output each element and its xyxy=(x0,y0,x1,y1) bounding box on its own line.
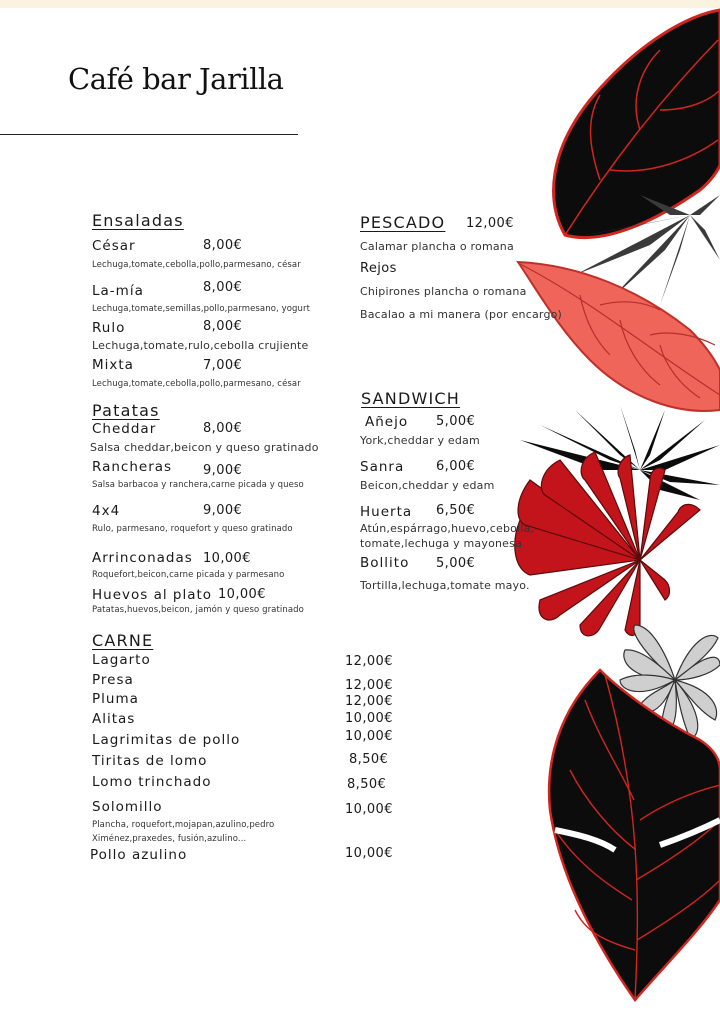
ensaladas-item-price: 7,00€ xyxy=(203,358,243,373)
sandwich-heading: SANDWICH xyxy=(361,389,461,408)
sandwich-item-desc: Tortilla,lechuga,tomate mayo. xyxy=(360,579,530,592)
ensaladas-heading: Ensaladas xyxy=(92,211,184,230)
pescado-item: Chipirones plancha o romana xyxy=(360,285,527,298)
ensaladas-item-desc: Lechuga,tomate,semillas,pollo,parmesano, yogurt xyxy=(92,304,311,314)
ensaladas-item-name: Mixta xyxy=(92,357,134,373)
carne-item-price: 8,50€ xyxy=(349,752,389,767)
carne-item-price: 12,00€ xyxy=(345,654,393,669)
carne-item-price: 12,00€ xyxy=(345,678,393,693)
title-divider xyxy=(0,134,298,135)
patatas-item-name: Huevos al plato xyxy=(92,587,213,603)
patatas-item-price: 9,00€ xyxy=(203,463,243,478)
sandwich-item-price: 6,00€ xyxy=(436,459,476,474)
carne-item-price: 12,00€ xyxy=(345,694,393,709)
patatas-item-desc: Patatas,huevos,beicon, jamón y queso gratinado xyxy=(92,605,304,615)
patatas-item-desc: Rulo, parmesano, roquefort y queso gratinado xyxy=(92,524,293,534)
patatas-heading: Patatas xyxy=(92,401,160,420)
salmon-leaf xyxy=(518,262,720,411)
pescado-item: Calamar plancha o romana xyxy=(360,240,514,253)
carne-item-name: Solomillo xyxy=(92,799,163,815)
patatas-item-price: 10,00€ xyxy=(218,587,266,602)
carne-item-name: Lomo trinchado xyxy=(92,774,212,790)
patatas-item-price: 8,00€ xyxy=(203,421,243,436)
patatas-item-price: 10,00€ xyxy=(203,551,251,566)
solomillo-desc: Ximénez,praxedes, fusión,azulino... xyxy=(92,834,247,844)
carne-item-price: 10,00€ xyxy=(345,711,393,726)
patatas-item-name: 4x4 xyxy=(92,503,121,519)
ensaladas-item-name: César xyxy=(92,238,136,254)
sandwich-item-desc: Atún,espárrago,huevo,cebolla, xyxy=(360,522,535,535)
ensaladas-item-desc: Lechuga,tomate,cebolla,pollo,parmesano, césar xyxy=(92,260,301,270)
pescado-price: 12,00€ xyxy=(466,216,514,231)
carne-item-name: Lagrimitas de pollo xyxy=(92,732,241,748)
patatas-item-desc: Roquefort,beicon,carne picada y parmesano xyxy=(92,570,285,580)
carne-item-name: Pluma xyxy=(92,691,139,707)
sandwich-item-price: 5,00€ xyxy=(436,556,476,571)
sandwich-item-desc: Beicon,cheddar y edam xyxy=(360,479,495,492)
sandwich-item-price: 6,50€ xyxy=(436,503,476,518)
sandwich-item-price: 5,00€ xyxy=(436,414,476,429)
patatas-item-desc: Salsa barbacoa y ranchera,carne picada y queso xyxy=(92,480,304,490)
sandwich-item-desc: tomate,lechuga y mayonesa xyxy=(360,537,523,550)
ensaladas-item-desc: Lechuga,tomate,cebolla,pollo,parmesano, césar xyxy=(92,379,301,389)
sandwich-item-name: Añejo xyxy=(365,414,409,430)
sandwich-item-name: Sanra xyxy=(360,459,405,475)
patatas-item-desc: Salsa cheddar,beicon y queso gratinado xyxy=(90,441,319,454)
sandwich-item-name: Bollito xyxy=(360,555,410,571)
pescado-item: Bacalao a mi manera (por encargo) xyxy=(360,308,563,321)
carne-item-price: 10,00€ xyxy=(345,802,393,817)
ensaladas-item-price: 8,00€ xyxy=(203,319,243,334)
sandwich-item-name: Huerta xyxy=(360,504,413,520)
ensaladas-item-price: 8,00€ xyxy=(203,238,243,253)
carne-item-price: 10,00€ xyxy=(345,729,393,744)
carne-item-name: Tiritas de lomo xyxy=(92,753,208,769)
carne-heading: CARNE xyxy=(92,631,154,650)
ensaladas-item-name: La-mía xyxy=(92,283,144,299)
patatas-item-name: Rancheras xyxy=(92,459,173,475)
ensaladas-item-desc: Lechuga,tomate,rulo,cebolla crujiente xyxy=(92,339,309,352)
carne-item-price: 8,50€ xyxy=(347,777,387,792)
patatas-item-price: 9,00€ xyxy=(203,503,243,518)
solomillo-desc: Plancha, roquefort,mojapan,azulino,pedro xyxy=(92,820,275,830)
carne-item-name: Alitas xyxy=(92,711,136,727)
pescado-item: Rejos xyxy=(360,261,397,276)
sandwich-item-desc: York,cheddar y edam xyxy=(360,434,480,447)
carne-item-name: Pollo azulino xyxy=(90,847,188,863)
cafe-title: Café bar Jarilla xyxy=(68,62,284,96)
patatas-item-name: Arrinconadas xyxy=(92,550,193,566)
patatas-item-name: Cheddar xyxy=(92,421,157,437)
ensaladas-item-name: Rulo xyxy=(92,320,126,336)
ensaladas-item-price: 8,00€ xyxy=(203,280,243,295)
black-leaf-top xyxy=(554,10,720,238)
carne-item-name: Presa xyxy=(92,672,134,688)
carne-item-price: 10,00€ xyxy=(345,846,393,861)
carne-item-name: Lagarto xyxy=(92,652,151,668)
pescado-heading: PESCADO xyxy=(360,213,446,232)
